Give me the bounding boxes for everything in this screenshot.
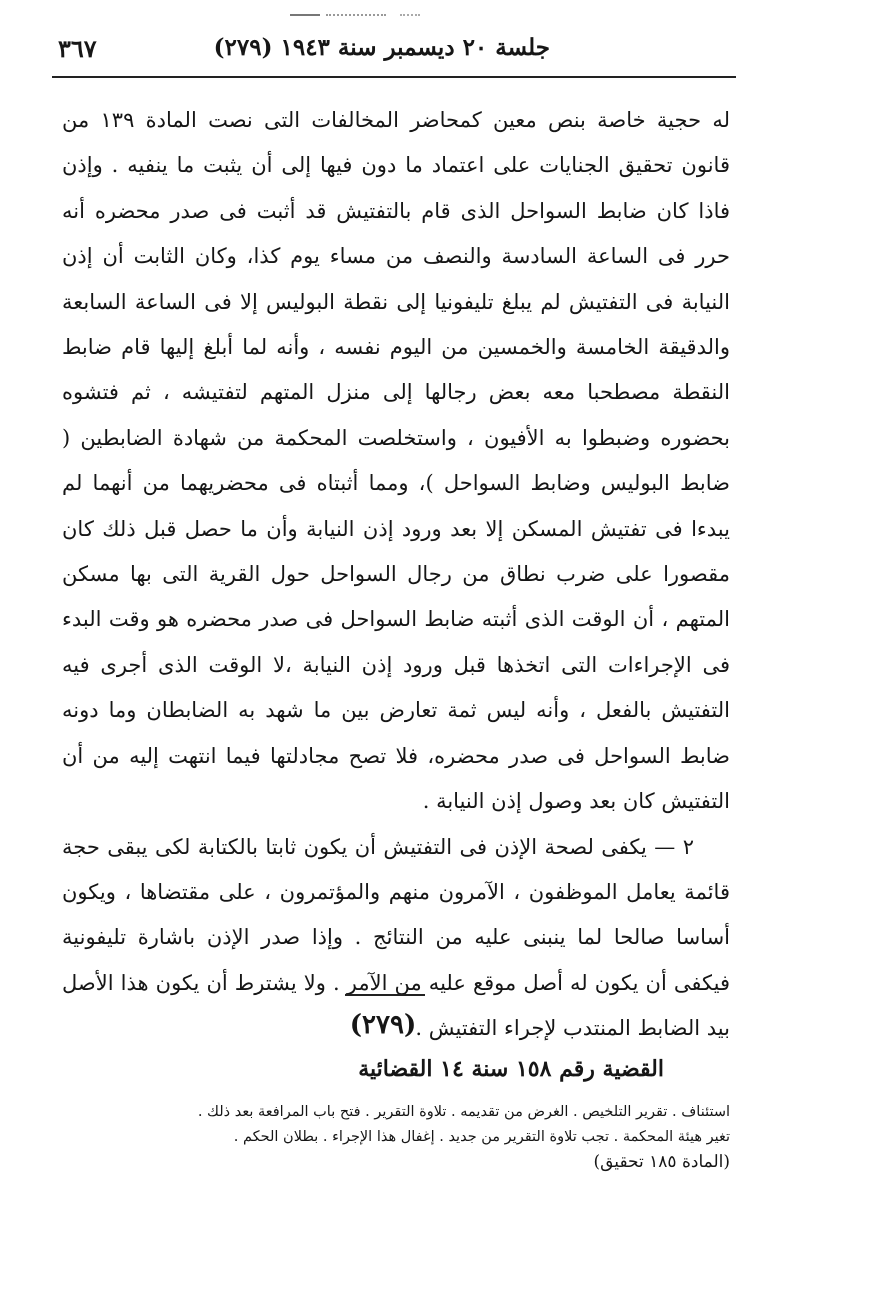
page-number: ٣٦٧	[58, 34, 97, 63]
print-mark	[326, 14, 386, 16]
main-text	[62, 98, 730, 1052]
running-header	[52, 32, 736, 78]
paragraph-principle-2: ٢ — يكفى لصحة الإذن فى التفتيش أن يكون ثابتا بالكتابة لكى يبقى حجة قائمة يعامل الموظفون ، الآمرون منهم والمؤتمرون ، على مقتضاها ، ويكون أساسا صالحا لما ينبنى عليه من النتائج . وإذا صدر الإذن باشارة تليفونية فيكفى أن يكون له أصل موقع عليه من الآمر . ولا يشترط أن يكون هذا الأصل بيد الضابط المنتدب لإجراء التفتيش .	[62, 834, 730, 1041]
header-title: جلسة ٢٠ ديسمبر سنة ١٩٤٣ (٢٧٩)	[213, 34, 550, 61]
summary-line: تغير هيئة المحكمة . تجب تلاوة التقرير من جديد . إغفال هذا الإجراء . بطلان الحكم .	[233, 1129, 730, 1145]
case-number: (٢٧٩)	[349, 1010, 417, 1040]
section-divider	[345, 994, 425, 996]
article-reference: (المادة ١٨٥ تحقيق)	[593, 1152, 730, 1172]
print-mark	[290, 14, 320, 16]
case-reference: القضية رقم ١٥٨ سنة ١٤ القضائية	[358, 1056, 664, 1082]
top-edge-marks	[0, 10, 886, 22]
case-summary	[62, 1100, 730, 1175]
summary-line: استئناف . تقرير التلخيص . الغرض من تقديمه . تلاوة التقرير . فتح باب المرافعة بعد ذلك .	[197, 1104, 730, 1120]
print-mark	[400, 14, 420, 16]
paragraph-continuation: له حجية خاصة بنص معين كمحاضر المخالفات التى نصت المادة ١٣٩ من قانون تحقيق الجنايات على اعتماد ما دون فيها إلى أن يثبت ما ينفيه . وإذن فاذا كان ضابط السواحل الذى قام بالتفتيش قد أثبت فى صدر محضره أنه حرر فى الساعة السادسة والنصف من مساء يوم كذا، وكان الثابت أن إذن النيابة فى التفتيش لم يبلغ تليفونيا إلى نقطة البوليس إلا فى الساعة السابعة والدقيقة الخامسة والخمسين من اليوم نفسه ، وأنه لما أبلغ إليها قام ضابط النقطة مصطحبا معه بعض رجالها إلى منزل المتهم لتفتيشه ، ثم فتشوه بحضوره وضبطوا به الأفيون ، واستخلصت المحكمة من شهادة الضابطين ( ضابط البوليس وضابط السواحل )، ومما أثبتاه فى محضريهما من أنهما لم يبدءا فى تفتيش المسكن إلا بعد ورود إذن النيابة وأن ما حصل قبل ذلك كان مقصورا على ضرب نطاق من رجال السواحل حول القرية التى بها مسكن المتهم ، أن الوقت الذى أثبته ضابط السواحل فى صدر محضره هو وقت البدء فى الإجراءات التى اتخذها قبل ورود إذن النيابة ،لا الوقت الذى أجرى فيه التفتيش بالفعل ، وأنه ليس ثمة تعارض بين ما شهد به الضابطان وما دونه ضابط السواحل فى صدر محضره، فلا تصح مجادلتها فيما انتهت إليه من أن التفتيش كان بعد وصول إذن النيابة .	[62, 108, 730, 814]
